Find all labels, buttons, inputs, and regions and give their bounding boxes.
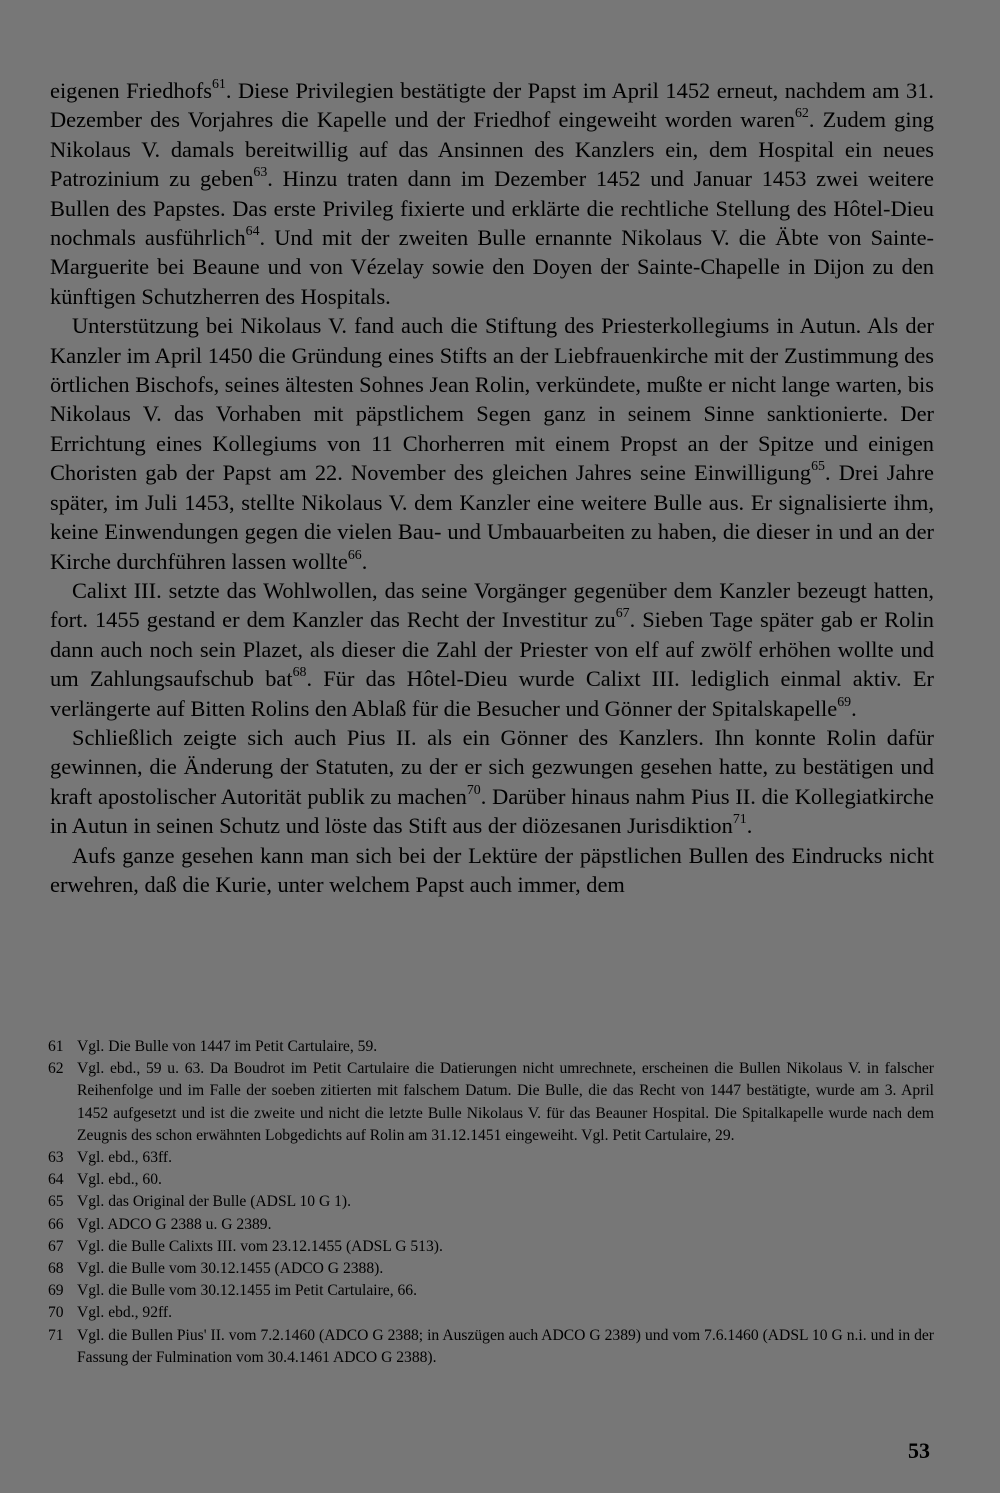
footnote-number: 61 xyxy=(48,1038,64,1055)
footnote-number: 62 xyxy=(48,1060,64,1078)
footnote-text: Vgl. die Bullen Pius' II. vom 7.2.1460 (ADCO G 2388; in Auszügen auch ADCO G 2389) und vom 7.6.1460 (ADSL 10 G n.i. und in der Fassung der Fulmination vom 30.4.1461 ADCO G 2388). xyxy=(77,1326,934,1366)
paragraph xyxy=(50,723,934,841)
footnote-text: Vgl. ADCO G 2388 u. G 2389. xyxy=(77,1215,272,1233)
footnote xyxy=(48,1280,934,1302)
footnote-number: 70 xyxy=(48,1304,64,1322)
text-run: eigenen Friedhofs xyxy=(50,78,212,103)
text-run: . Darüber hinaus nahm Pius II. die Kollegiatkirche in Autun in seinen Schutz und löste das Stift aus der diözesanen Jurisdiktion xyxy=(50,783,934,839)
footnote xyxy=(48,1214,934,1236)
paragraph xyxy=(50,576,934,723)
footnote-text: Vgl. ebd., 60. xyxy=(77,1171,162,1189)
footnote-ref: 64 xyxy=(245,224,260,240)
page-number: 53 xyxy=(908,1438,930,1463)
footnote xyxy=(48,1058,934,1147)
footnote-ref: 65 xyxy=(811,459,825,475)
footnote xyxy=(48,1325,934,1369)
footnote-text: Vgl. die Bulle vom 30.12.1455 (ADCO G 2388). xyxy=(77,1260,384,1278)
text-run: Calixt III. setzte das Wohlwollen, das seine Vorgänger gegenüber dem Kanzler bezeugt hatten, fort. 1455 gestand er dem Kanzler das Recht der Investitur zu xyxy=(50,577,934,633)
footnote-ref: 66 xyxy=(347,547,362,563)
text-run: . Drei Jahre später, im Juli 1453, stellte Nikolaus V. dem Kanzler eine weitere Bulle aus. Er signalisierte ihm, keine Einwendungen gegen die vielen Bau- und Umbauarbeiten zu haben, die dieser in und an der Kirche durchführen lassen wollte xyxy=(50,460,934,574)
text-run: Aufs ganze gesehen kann man sich bei der Lektüre der päpstlichen Bullen des Eindrucks nicht erwehren, daß die Kurie, unter welchem Papst auch immer, dem xyxy=(50,842,934,897)
text-run: . xyxy=(361,548,368,574)
footnote xyxy=(48,1147,934,1169)
footnote-text: Vgl. die Bulle vom 30.12.1455 im Petit Cartulaire, 66. xyxy=(77,1282,417,1300)
footnote xyxy=(48,1258,934,1280)
footnote-text: Vgl. die Bulle Calixts III. vom 23.12.1455 (ADSL G 513). xyxy=(77,1237,443,1255)
text-run: . Sieben Tage später gab er Rolin dann auch noch sein Plazet, als dieser die Zahl der Priester von elf auf zwölf erhöhen wollte und um Zahlungsaufschub bat xyxy=(50,607,934,692)
text-run: Unterstützung bei Nikolaus V. fand auch die Stiftung des Priesterkollegiums in Autun. Als der Kanzler im April 1450 die Gründung eines Stifts an der Liebfrauenkirche mit der Zustimmung des örtlichen Bischofs, seines ältesten Sohnes Jean Rolin, verkündete, mußte er nicht lange warten, bis Nikolaus V. das Vorhaben mit päpstlichem Segen ganz in seinem Sinne sanktionierte. Der Errichtung eines Kollegiums von 11 Chorherren mit einem Propst an der Spitze und einigen Choristen gab der Papst am 22. November des gleichen Jahres seine Einwilligung xyxy=(50,313,934,486)
footnote-number: 64 xyxy=(48,1171,64,1189)
footnote-number: 63 xyxy=(48,1149,64,1167)
footnote-number: 68 xyxy=(48,1260,64,1278)
paragraph xyxy=(50,311,934,576)
footnote xyxy=(48,1236,934,1258)
footnote-ref: 69 xyxy=(837,694,852,710)
footnote-number: 69 xyxy=(48,1282,64,1300)
text-run: . xyxy=(746,813,753,839)
text-run: Schließlich zeigte sich auch Pius II. als ein Gönner des Kanzlers. Ihn konnte Rolin dafür gewinnen, die Änderung der Statuten, zu der er sich gezwungen gesehen hatte, zu bestätigen und kraft apostolischer Autorität publik zu machen xyxy=(50,724,934,809)
footnote-ref: 67 xyxy=(615,606,630,622)
paragraph xyxy=(50,76,934,311)
paragraph xyxy=(50,841,934,900)
footnote-number: 66 xyxy=(48,1215,64,1233)
text-run: . xyxy=(851,695,857,721)
footnote xyxy=(48,1302,934,1324)
text-run: . Für das Hôtel-Dieu wurde Calixt III. lediglich einmal aktiv. Er verlängerte auf Bitten Rolins den Ablaß für die Besucher und Gönner der Spitalskapelle xyxy=(50,666,934,721)
footnote-text: Vgl. das Original der Bulle (ADSL 10 G 1). xyxy=(77,1193,352,1211)
footnote-text: Vgl. Die Bulle von 1447 im Petit Cartulaire, 59. xyxy=(77,1038,378,1055)
footnote-ref: 63 xyxy=(253,165,268,181)
footnote-ref: 70 xyxy=(466,782,481,798)
footnote-text: Vgl. ebd., 92ff. xyxy=(77,1304,172,1322)
footnote xyxy=(48,1036,934,1058)
footnote xyxy=(48,1169,934,1191)
body-text xyxy=(50,76,934,899)
footnote-number: 65 xyxy=(48,1193,64,1211)
footnote-ref: 71 xyxy=(732,812,747,828)
footnote-number: 71 xyxy=(48,1326,64,1344)
footnote-text: Vgl. ebd., 63ff. xyxy=(77,1149,172,1167)
footnote-ref: 62 xyxy=(794,106,809,122)
footnote-number: 67 xyxy=(48,1237,64,1255)
footnotes xyxy=(48,1036,934,1369)
text-run: . Diese Privilegien bestätigte der Papst im April 1452 erneut, nachdem am 31. Dezember des Vorjahres die Kapelle und der Friedhof eingeweiht worden waren xyxy=(50,78,934,133)
text-run: . Und mit der zweiten Bulle ernannte Nikolaus V. die Äbte von Sainte-Marguerite bei Beaune und von Vézelay sowie den Doyen der Sainte-Chapelle in Dijon zu den künftigen Schutzherren des Hospitals. xyxy=(50,225,935,309)
footnote xyxy=(48,1191,934,1213)
footnote-ref: 61 xyxy=(211,77,226,93)
text-run: . Zudem ging Nikolaus V. damals bereitwillig auf das Ansinnen des Kanzlers ein, dem Hospital ein neues Patrozinium zu geben xyxy=(50,107,934,192)
footnote-ref: 68 xyxy=(292,665,307,681)
text-run: . Hinzu traten dann im Dezember 1452 und Januar 1453 zwei weitere Bullen des Papstes. Das erste Privileg fixierte und erklärte die rechtliche Stellung des Hôtel-Dieu nochmals ausführlich xyxy=(50,166,934,251)
footnote-text: Vgl. ebd., 59 u. 63. Da Boudrot im Petit Cartulaire die Datierungen nicht umrechnete, erscheinen die Bullen Nikolaus V. in falscher Reihenfolge und im Falle der soeben zitierten mit falschem Datum. Die Bulle, die das Recht von 1447 bestätigte, wurde am 3. April 1452 aufgesetzt und ist die zweite und nicht die letzte Bulle Nikolaus V. für das Beauner Hospital. Die Spitalkapelle wurde nach dem Zeugnis des schon erwähnten Lobgedichts auf Rolin am 31.12.1451 eingeweiht. Vgl. Petit Cartulaire, 29. xyxy=(77,1060,934,1144)
